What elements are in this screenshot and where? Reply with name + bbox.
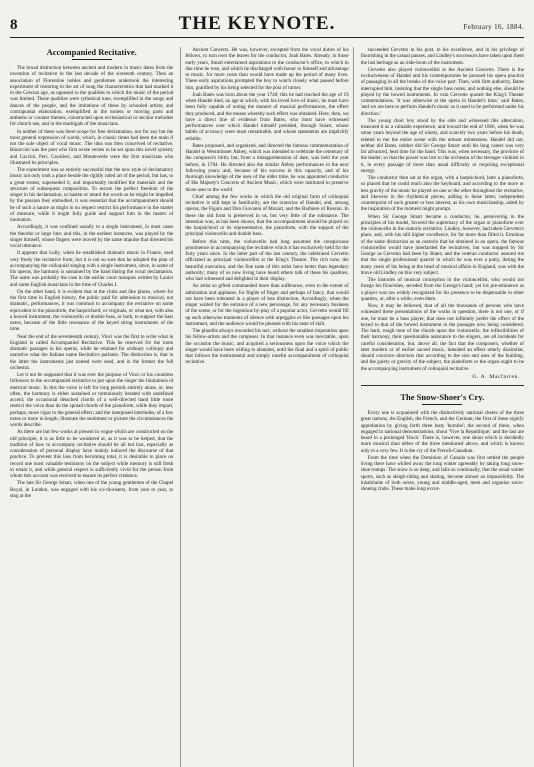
article-paragraph: Accordingly, it was confined usually to a single instrument, in most cases the theorbo or large lute; and this, in the earliest instances, was played by the singer himself, whose fingers were moved by the same impulse that directed his vocal utterance. — [10, 224, 174, 249]
article-title-recitative: Accompanied Recitative. — [46, 47, 137, 57]
paper-title: THE KEYNOTE. — [178, 13, 336, 34]
article-paragraph: Cervetto also played violoncellist at the Ancient Concerts. There is the exclusiveness of Handel and his contemporaries he pursued his opera practice of passaging in all the breaks of the voice part. Then, with firm authority, Bates interrupted him, insisting that the single bass notes, and nothing else, should be played by the bowed instruments. In vain Cervetto quoted the King's Theater commendations. 'It was otherwise at the opera in Handel's time,' said Bates, 'and we are here to perform Handel's music as it used to be performed under his direction.' — [360, 66, 524, 117]
article-paragraph: When Sir George Smart became a conductor, he, persevering in the principles of his model, favored the supremacy of the organ or pianoforte over the violoncello in the oratorio recitative. Lindley, however, had taken Cervetto's place, and, with his still higher excellence, for far more than filled it. Emulous of the same distinction as an oratorio that he obtained in an opera, the famous violoncellist would have interlarded the recitatives, but was stopped by Sir George as Cervetto had been by Bates; and the veteran conductor assured me that the single professional quarrel in which he was ever a party, during the many years of his being at the head of musical affairs in England, was with the brave old Lindley on this very subject. — [360, 213, 524, 276]
article-paragraph: Near the end of the seventeenth century, Vinci was the first to write what in England is called Accompanied Recitative. This he reserved for the more dramatic passages in his operas, while he retained for ordinary colloquy and narrative what the Italians name Recitativo parlante. The distinction is, that in the latter the instruments just named were used, and in the former the full orchestra. — [10, 333, 174, 371]
column-2 — [180, 47, 353, 767]
article-separator — [361, 385, 524, 386]
article-columns — [10, 47, 524, 767]
article-paragraph: Let it not be supposed that it was ever the purpose of Vinci or his countless followers to the accompanied recitative to put upon the singer the limitations of metrical music. In this the voice is left for long periods entirely alone, or, less often, the harmony is either sustained or tremulously iterated with undefined accent; the occasional detached chords of a well-directed band little more restrict the voice than do the spread chords of the pianoforte, while they impart, perhaps, more vigor to the general effect; and the interposed interludes, of a few notes or more in length, illustrate the sentiment or picture the circumstances the words describe. — [10, 372, 174, 428]
column-1-body — [10, 65, 173, 499]
article-paragraph: The plaudits always rewarded his tact, without the smallest imputation upon his fellow-artists and the composer. In that instance even was inevitable, upon the occasion the music, and acquired a seriousness upon the voice which the singer would have been willing to abandon, until the final and a spirit of public that follows the instrumental and simply tuneful accompaniment of colloquial recitative. — [185, 328, 349, 366]
title-rule — [422, 404, 462, 405]
article-paragraph: Every one is acquainted with the distinctively national cheers of the three great nations, the English, the French, and the German; the first of these signify approbation by giving forth three lusty 'hurrahs'; the second of these, when engaged in national demonstrations, shout 'Vive la Republique,' and the last are heard in a prolonged 'Hoch.' There is, however, one shout which is decidedly more musical than either of the three mentioned above, and which is known only to a very few. It is the cry of the French-Canadian. — [360, 410, 524, 454]
article-paragraph: As there are but few works at present in vogue which are constructed on the old principle, it is as little to be wondered at, as it was to be helped, that the tradition of how to accompany recitative should be all but lost, especially as consideration of personal display have mainly induced the discourse of that practice. To prevent this loss from becoming total, it is desirable to place on record one most valuable testimony on the subject while memory is still fresh to retain it, and while general respect is sufficiently vivid for the person from whom this account was received to ensure its perfect credence. — [10, 429, 174, 479]
column-3-body-bottom — [361, 410, 524, 492]
article-paragraph: The experiment was so entirely successful that the new style of declamatory music not only took a place beside the rigidly ruled art of the period, but has, to a great extent, superseded it, and importantly modified the materials and the structure of subsequent composition. To secure the perfect freedom of the singer in his declamation, to hasten or retard the words as he might be impelled by the passion they embodied, it was essential that the accompaniment should be of such a nature as might in no respect restrict his performance in the matter of measure, while it might fully guide and support him in the matter of intonation. — [10, 167, 174, 223]
article-signature: G. A. Macfarren. — [472, 373, 520, 380]
article-paragraph: The conductor then sat at the organ, with a harpsichord, later a pianoforte, so placed that he could reach also the keyboard, and according to the more or less gravity of the music he played on one or the other throughout the recitative, and likewise in the rhythmical pieces, adding in these latter, independent counterpoint of such greater or less interest, as his own musicianship, aided by the inspiration of the moment might prompt. — [360, 175, 524, 213]
title-rule — [72, 59, 112, 60]
column-3 — [361, 47, 524, 767]
article-paragraph: Ancient Concerts. He was, however, excepted from the vocal duties of his fellows, to turn over the leaves for the conductor, Joah Bates. Already, in those early years, Smart entertained aspirations to the conductor's office, to which in due time he rose, and which he discharged with honor to himself and advantage to music, for more years than would have made up the period of many lives. These early aspirations prompted the boy to watch closely what passed before him, gratified by his being selected for the post of turner. — [185, 47, 349, 91]
article-paragraph: The histories of musical conception in the violoncellist, who would not forego his flourishes, seceded from the George's band; yet his pre-eminence as a player was too widely recognized for his presence to be dispensable in other quarters, or, after a while, even there. — [360, 277, 524, 302]
column-3-body-top — [361, 47, 524, 372]
article-paragraph: Joah Bates was born about the year 1740; this he had reached the age of 19 when Handel died, an age at which, with his loved love of music, he must have been fully capable of noting the manner of musical performances, the effect they produced, and the means whereby such effect was obtained. Here, then, we have a direct line of evidence from Bates, who must have witnessed performances over which Handel himself presided, through Smart, whose habits of accuracy were most remarkable, and whose statements are implicitly reliable. — [185, 91, 349, 142]
masthead — [10, 13, 524, 38]
article-paragraph: Before this time, the violoncello had long assumed the conspicuous prominence in accompanying the recitative which it has exclusively held for the forty years since. In the latter part of the last century, the celebrated Cervetto officiated as principal violoncellist at the King's Theatre. The rich tone, the beautiful execution, and the fine taste of this artist have better than legendary authority; many of us now living have heard others talk of these his qualities, who had witnessed and delighted in their display. — [185, 238, 349, 282]
article-paragraph: Now, it may be believed, that of all the thousands of persons who have witnessed these presentations of the works in question, there is not one, or if one, he must be a bass player, that does not infinitely prefer the effect of the keyed to that of the bowed instrument in the passages now being considered. The hard, rough tone of the chords upon the violoncello, the inflexibilities of their harmony, their questionable assistance to the singers, are all incidents for careful consideration, but, above all, the fact that the composers, whether of later modern or of earlier sacred music, intended an effect utterly dissimilar, should convince directors that according to the size and uses of the building, and the gaiety or gravity of the subject, the pianoforte or the organ ought to be the accompanying instrument of colloquial recitative. — [360, 303, 524, 372]
article-paragraph: The late Sir George Smart, when one of the young gentlemen of the Chapel Royal, in London, was engaged with his co-choristers, from year to year, to sing at the — [10, 480, 174, 499]
article-paragraph: Chief among the few works in which the old original form of colloquial recitative is still kept in familiarity, are the oratorios of Handel, and, among operas, the Figaro and Don Giovanni of Mozart, and the Barbiere of Rossini. In these the old form is preserved in us, but very little of the substance. The intention was, as has been shown, that the accompaniment should be played on the harpsichord or its representative, the pianoforte, with the support of the principal violoncello and double bass. — [185, 193, 349, 238]
article-paragraph: From the time when the Dominion of Canada was first settled the people living there have whiled away the long winter agreeably by taking long snow-shoe tramps. The snow is so deep, and falls so continually, that the usual winter sports, such as sleigh-riding and skating, become almost an impossibility. The inhabitants of both sexes, young and middle-aged, meet and organize snow-shoeing clubs. These make long excur- — [360, 454, 524, 492]
article-paragraph: The young choir boy stood by the side and witnessed this altercation, treasured it as a valuable experience, and toward the end of 1866, when he was some years beyond the age of ninety, and scarcely two years before his death, related to me the entire scene with the utmost minuteness. Handel did not, neither did Bates, neither did Sir George Smart until his long career was very far advanced, beat time for the band. This was, when necessary, the province of the leader; so that the power was lost to the orchestra of the stronger violinist in it, in every passage of more than usual difficulty or requiring exceptional energy. — [360, 117, 524, 174]
issue-date: February 16, 1884. — [463, 23, 524, 31]
article-paragraph: In neither of these was there scope for free declamation, nor for any but the most general expression of words, which, in classic times had been the main if not the sole object of vocal music. The idea was then conceived of recitative. Rinuccini was the poet who first wrote verses to be set upon this novel system; and Caccini, Peri, Cavalieri, and Monteverde were the first musicians who illustrated its principles. — [10, 128, 174, 166]
column-2-body — [185, 47, 348, 366]
article-paragraph: On the other hand, it is evident that at the clubs and like places, where for the first time in English history, the public paid for admission to musical, not dramatic, performances, it was common to accompany the recitative on some equivalent to the pianoforte, the harpsichord, or virginals, or what not, with also a bowed instrument, the violoncello or double bass, or both, to support the bass notes, because of the little resonance of the keyed string instruments of the time. — [10, 288, 174, 333]
article-paragraph: succeeded Cervetto in his post, in his excellence, and in his privilege of flourishing in the casual pauses, and Lindley's successors have taken upon them the last heritage as an inde-loom of the instrument. — [360, 47, 524, 66]
article-paragraph: It appears that Lully, when he established dramatic music in France, used very freely the recitative form; but it is not so sure that he adopted the plan of accompanying the colloquial singing with a single instrument, since, in some of his operas, the harmony is sustained by the band during the vocal declamation. The same was probably the case in the earlier court masques written by Lanier and some English musicians in the time of Charles I. — [10, 250, 174, 288]
article-paragraph: An artist so gifted commanded more than sufferance, even to the extent of admiration and applause, for flights of finger and perhaps of fancy, that would not have been tolerated in a player of less distinction. Accordingly, when the singer waited for the entrance of a new personage, for any necessary business of the scene, or for the ingenious by-play of a popular actor, Cervetto would fill up such otherwise moments of silence with arpeggios or like passages upon his instrument, and the audience would be pleased with his taste of skill. — [185, 283, 349, 327]
column-1 — [10, 47, 173, 767]
article-paragraph: The broad distinction between ancient and modern in music dates from the invention of recitative in the last decade of the sixteenth century. Then an association of Florentine nobles and gentlemen undertook the interesting experiment of restoring to the art of song the characteristics that had marked it in the Grecian age, as opposed to the qualities to which the music of the period was limited. These qualities were rythmical tune, exemplified in the songs and dances of the people, and the imitations of these by schooled artists; and contrapuntal elaboration, exemplified in the motets or moving parts and anthems or counter themes, constructed upon ecclesiastical or secular melodies for church use, and in the madrigals of the musicians. — [10, 65, 174, 128]
article-title-snow-shoer: The Snow-Shoer's Cry. — [400, 392, 485, 402]
article-paragraph: Bates proposed, and organized, and directed the famous commemoration of Handel in Westminster Abbey, which was intended to celebrate the centenary of the composer's birth; but, from a misapprehension of date, was held the year before, in 1784. He directed also the similar Abbey performances in the next following years; and, because of his success in this capacity, and of his thorough knowledge of the uses of the older time, he was appointed conductor of His Majesty's Concerts of Ancient Music, which were instituted to preserve those uses to the world. — [185, 142, 349, 193]
page-number: 8 — [10, 17, 18, 33]
